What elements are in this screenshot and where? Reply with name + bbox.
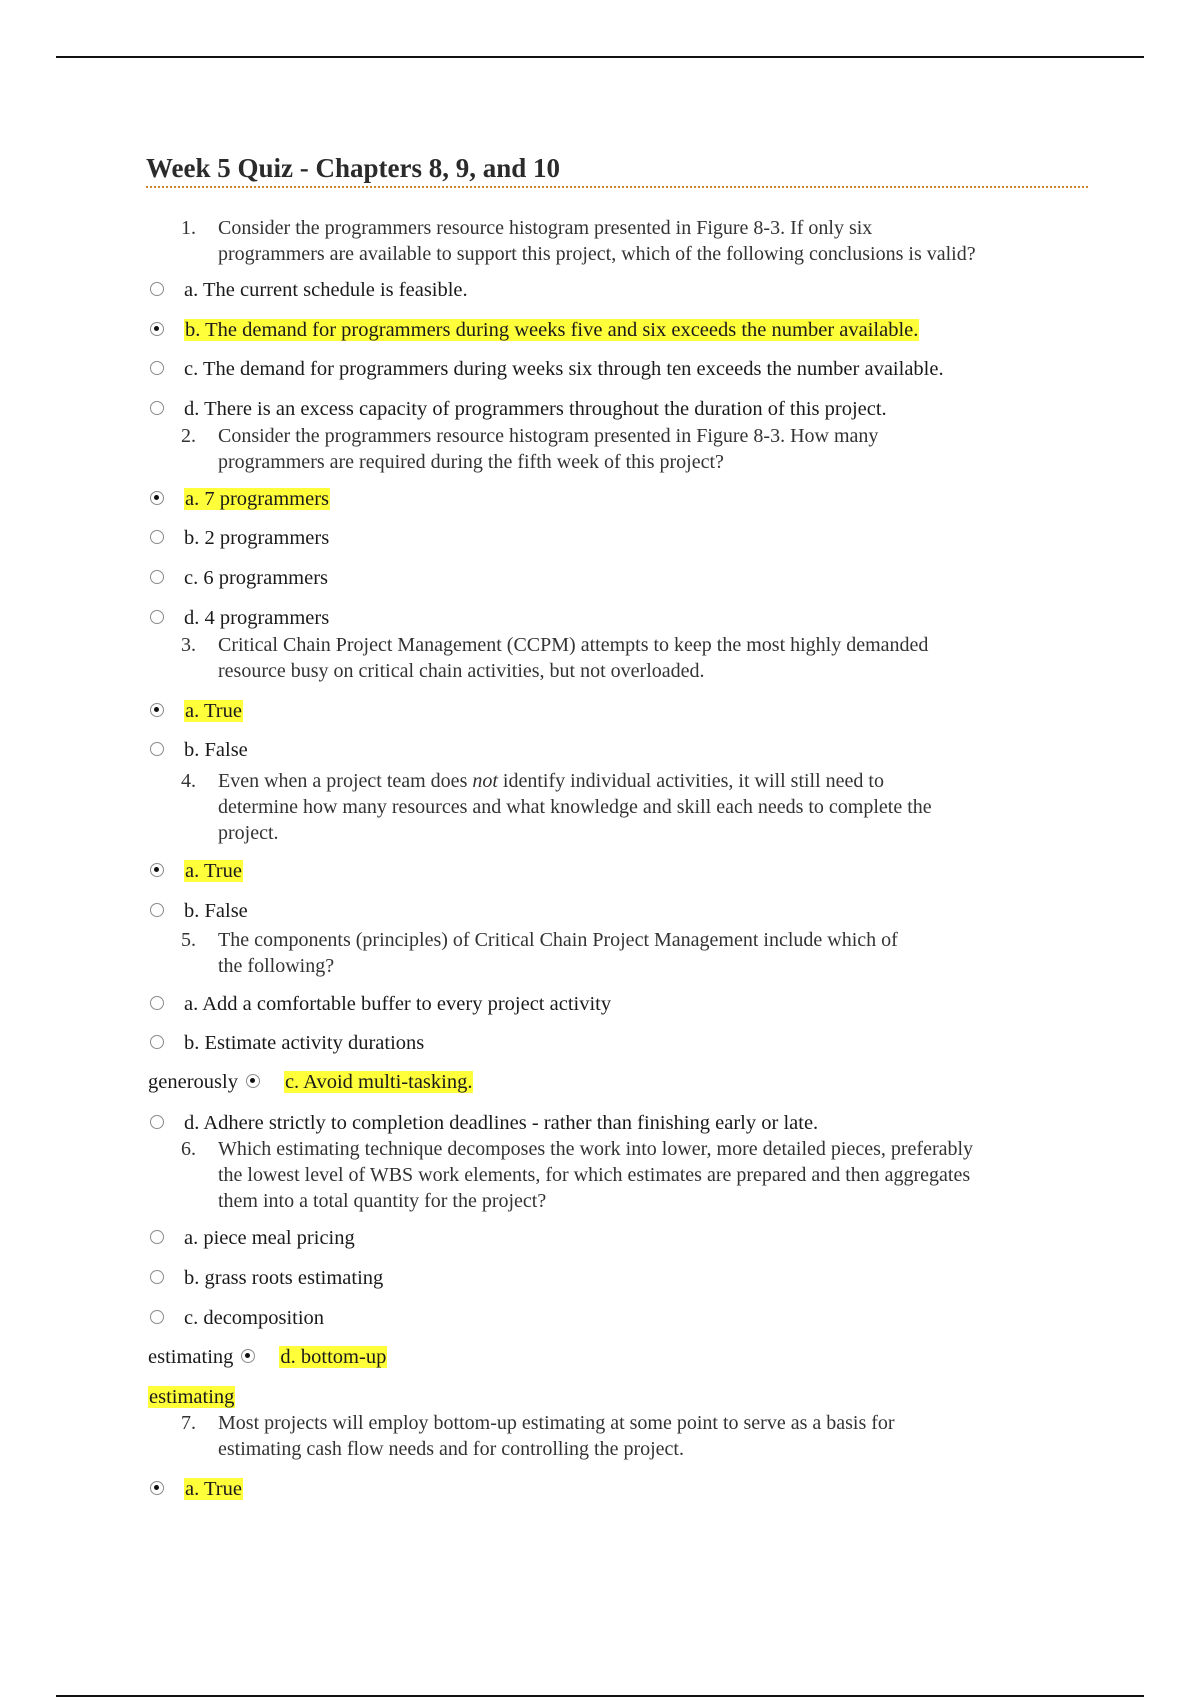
radio-icon[interactable] xyxy=(150,996,164,1010)
question-3 xyxy=(181,632,1061,684)
question-6 xyxy=(181,1136,1061,1214)
question-2 xyxy=(181,423,1061,475)
radio-icon[interactable] xyxy=(150,903,164,917)
question-text: Even when a project team does not identify individual activities, it will still need to determine how many resources and what knowledge and skill each needs to complete the project. xyxy=(218,770,932,844)
question-number: 4. xyxy=(181,770,196,792)
option-1c[interactable]: c. The demand for programmers during weeks six through ten exceeds the number available. xyxy=(150,356,944,382)
question-text: Most projects will employ bottom-up estimating at some point to serve as a basis for estimating cash flow needs and for controlling the project. xyxy=(218,1412,895,1460)
option-4a[interactable]: a. True xyxy=(150,858,243,884)
option-6c[interactable]: c. decomposition xyxy=(150,1305,324,1331)
question-number: 6. xyxy=(181,1138,196,1160)
radio-icon[interactable] xyxy=(150,570,164,584)
option-2b[interactable]: b. 2 programmers xyxy=(150,525,329,551)
option-3b[interactable]: b. False xyxy=(150,737,248,763)
option-7a[interactable]: a. True xyxy=(150,1476,243,1502)
option-3a[interactable]: a. True xyxy=(150,698,243,724)
radio-selected-icon[interactable] xyxy=(150,491,164,505)
question-number: 3. xyxy=(181,634,196,656)
radio-icon[interactable] xyxy=(150,610,164,624)
option-1a[interactable]: a. The current schedule is feasible. xyxy=(150,277,468,303)
option-5a[interactable]: a. Add a comfortable buffer to every project activity xyxy=(150,991,611,1017)
option-6d[interactable]: estimating d. bottom-up xyxy=(148,1346,387,1368)
radio-icon[interactable] xyxy=(150,1035,164,1049)
question-7 xyxy=(181,1410,1061,1462)
option-2a[interactable]: a. 7 programmers xyxy=(150,486,330,512)
radio-icon[interactable] xyxy=(150,530,164,544)
question-text: Critical Chain Project Management (CCPM) attempts to keep the most highly demanded resource busy on critical chain activities, but not overloaded. xyxy=(218,634,929,682)
option-6a[interactable]: a. piece meal pricing xyxy=(150,1225,355,1251)
radio-icon[interactable] xyxy=(150,401,164,415)
question-number: 7. xyxy=(181,1412,196,1434)
top-rule xyxy=(56,56,1144,58)
question-text: Which estimating technique decomposes the work into lower, more detailed pieces, preferably the lowest level of WBS work elements, for which estimates are prepared and then aggregates them into a total quantity for the project? xyxy=(218,1138,974,1212)
radio-selected-icon[interactable] xyxy=(150,1481,164,1495)
question-1 xyxy=(181,215,1061,267)
option-1b[interactable]: b. The demand for programmers during weeks five and six exceeds the number available. xyxy=(150,317,919,343)
radio-selected-icon[interactable] xyxy=(241,1349,255,1363)
radio-icon[interactable] xyxy=(150,742,164,756)
option-2c[interactable]: c. 6 programmers xyxy=(150,565,328,591)
option-1d[interactable]: d. There is an excess capacity of programmers throughout the duration of this project. xyxy=(150,396,887,422)
radio-icon[interactable] xyxy=(150,1270,164,1284)
question-5 xyxy=(181,927,1061,979)
question-number: 2. xyxy=(181,425,196,447)
option-2d[interactable]: d. 4 programmers xyxy=(150,605,329,631)
option-5b[interactable]: b. Estimate activity durations xyxy=(150,1030,424,1056)
radio-icon[interactable] xyxy=(150,361,164,375)
question-number: 1. xyxy=(181,217,196,239)
question-4 xyxy=(181,768,1061,846)
radio-icon[interactable] xyxy=(150,1115,164,1129)
option-6b[interactable]: b. grass roots estimating xyxy=(150,1265,383,1291)
question-text: Consider the programmers resource histogram presented in Figure 8-3. How many programmers are required during the fifth week of this project? xyxy=(218,425,879,473)
bottom-rule xyxy=(56,1695,1144,1697)
radio-icon[interactable] xyxy=(150,1310,164,1324)
radio-icon[interactable] xyxy=(150,1230,164,1244)
option-4b[interactable]: b. False xyxy=(150,898,248,924)
question-text: The components (principles) of Critical Chain Project Management include which of the following? xyxy=(218,929,898,977)
radio-icon[interactable] xyxy=(150,282,164,296)
question-number: 5. xyxy=(181,929,196,951)
option-6d-continuation: estimating xyxy=(149,1386,235,1408)
page-title: Week 5 Quiz - Chapters 8, 9, and 10 xyxy=(146,152,1088,188)
radio-selected-icon[interactable] xyxy=(150,703,164,717)
radio-selected-icon[interactable] xyxy=(150,322,164,336)
option-5d[interactable]: d. Adhere strictly to completion deadlines - rather than finishing early or late. xyxy=(150,1110,818,1136)
question-text: Consider the programmers resource histogram presented in Figure 8-3. If only six programmers are available to support this project, which of the following conclusions is valid? xyxy=(218,217,976,265)
radio-selected-icon[interactable] xyxy=(246,1074,260,1088)
option-5c[interactable]: generously c. Avoid multi-tasking. xyxy=(148,1071,473,1093)
radio-selected-icon[interactable] xyxy=(150,863,164,877)
